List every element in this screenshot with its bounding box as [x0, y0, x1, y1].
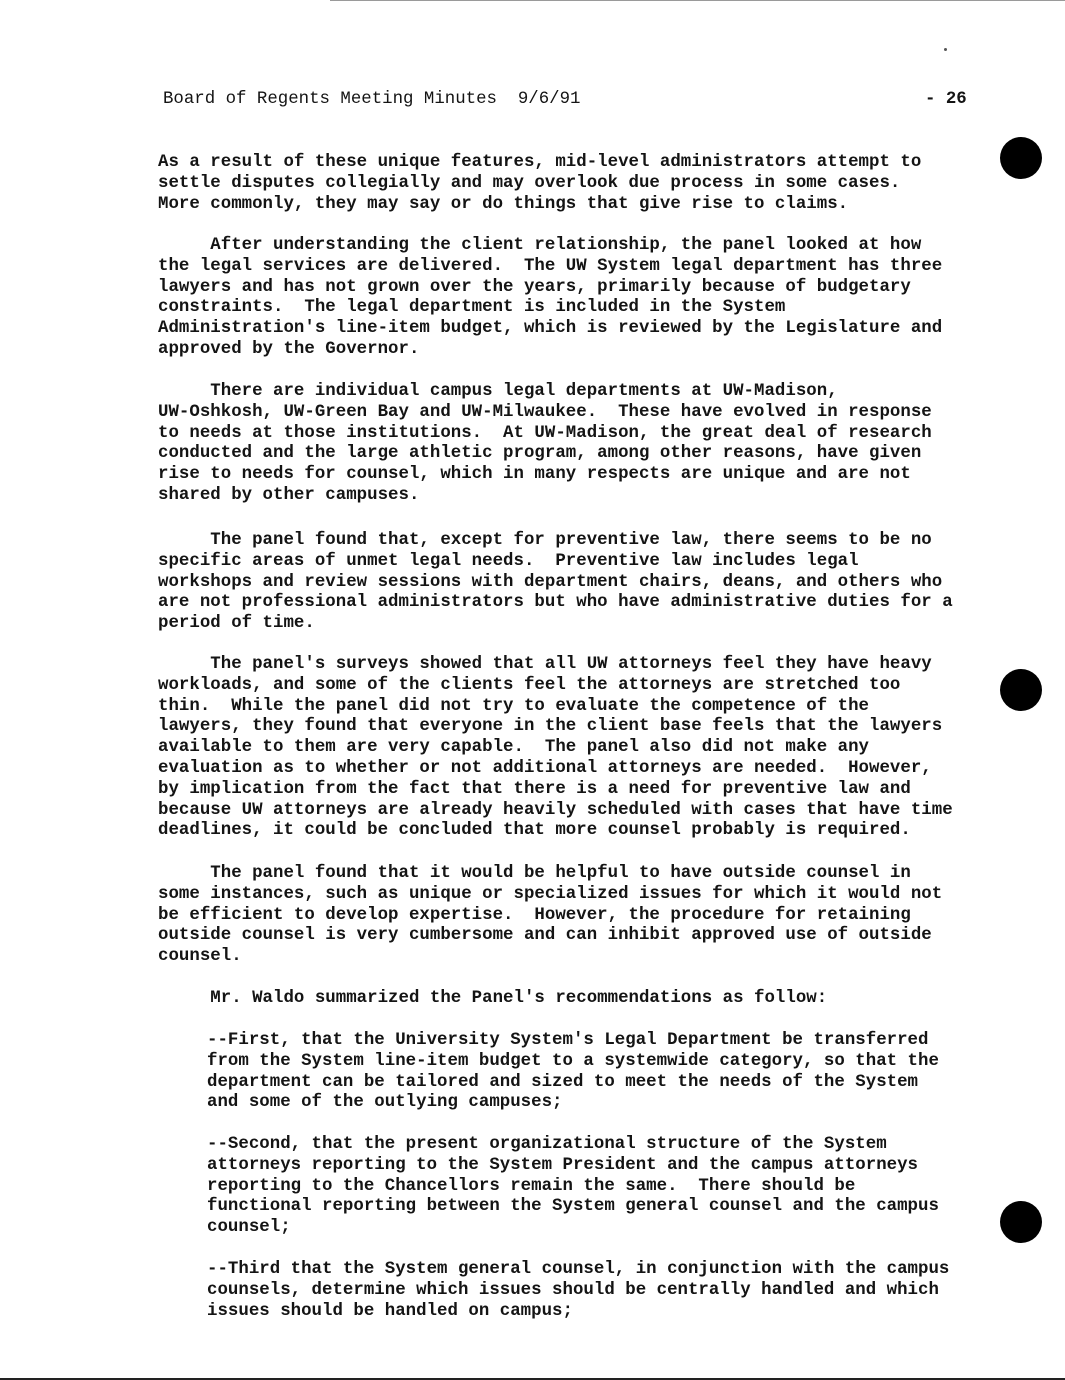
recommendation-third: --Third that the System general counsel, in conjunction with the campus counsels, determine which issues should be centrally handled and which issues should be handled on campus; [207, 1260, 950, 1321]
recommendation-second: --Second, that the present organizational structure of the System attorneys reporting to the System President and the campus attorneys reporting to the Chancellors remain the same. There should be functional reporting between the System general counsel and the campus counsel; [207, 1135, 939, 1238]
punch-hole-top [1000, 137, 1042, 179]
page-number: - 26 [925, 90, 967, 109]
paragraph-campus-legal-departments: There are individual campus legal departments at UW-Madison, UW-Oshkosh, UW-Green Bay and UW-Milwaukee. These have evolved in response to needs at those institutions. At UW-Madison, the great deal of research conducted and the large athletic program, among other reasons, have given rise to needs for counsel, which in many respects are unique and are not shared by other campuses. [158, 382, 932, 505]
recommendation-first: --First, that the University System's Legal Department be transferred from the System line-item budget to a systemwide category, so that the department can be tailored and sized to meet the needs of the System and some of the outlying campuses; [207, 1031, 939, 1113]
paragraph-unique-features: As a result of these unique features, mid-level administrators attempt to settle disputes collegially and may overlook due process in some cases. More commonly, they may say or do things that give rise to claims. [158, 153, 922, 214]
paragraph-preventive-law: The panel found that, except for preventive law, there seems to be no specific areas of unmet legal needs. Preventive law includes legal workshops and review sessions with department chairs, deans, and others who are not professional administrators but who have administrative duties for a period of time. [158, 531, 953, 634]
paragraph-legal-services-delivery: After understanding the client relationship, the panel looked at how the legal services are delivered. The UW System legal department has three lawyers and has not grown over the years, primarily because of budgetary constraints. The legal department is included in the System Administration's line-item budget, which is reviewed by the Legislature and approved by the Governor. [158, 236, 943, 359]
punch-hole-middle [1000, 669, 1042, 711]
page-header-title: Board of Regents Meeting Minutes 9/6/91 [163, 90, 581, 109]
top-edge-line [330, 0, 1065, 1]
paragraph-recommendations-intro: Mr. Waldo summarized the Panel's recommendations as follow: [158, 989, 828, 1008]
scan-speck [944, 48, 947, 51]
paragraph-outside-counsel: The panel found that it would be helpful to have outside counsel in some instances, such as unique or specialized issues for which it would not be efficient to develop expertise. However, the procedure for retaining outside counsel is very cumbersome and can inhibit approved use of outside counsel. [158, 864, 943, 967]
paragraph-attorney-workloads: The panel's surveys showed that all UW attorneys feel they have heavy workloads, and some of the clients feel the attorneys are stretched too thin. While the panel did not try to evaluate the competence of the lawyers, they found that everyone in the client base feels that the lawyers available to them are very capable. The panel also did not make any evaluation as to whether or not additional attorneys are needed. However, by implication from the fact that there is a need for preventive law and because UW attorneys are already heavily scheduled with cases that have time deadlines, it could be concluded that more counsel probably is required. [158, 655, 953, 841]
